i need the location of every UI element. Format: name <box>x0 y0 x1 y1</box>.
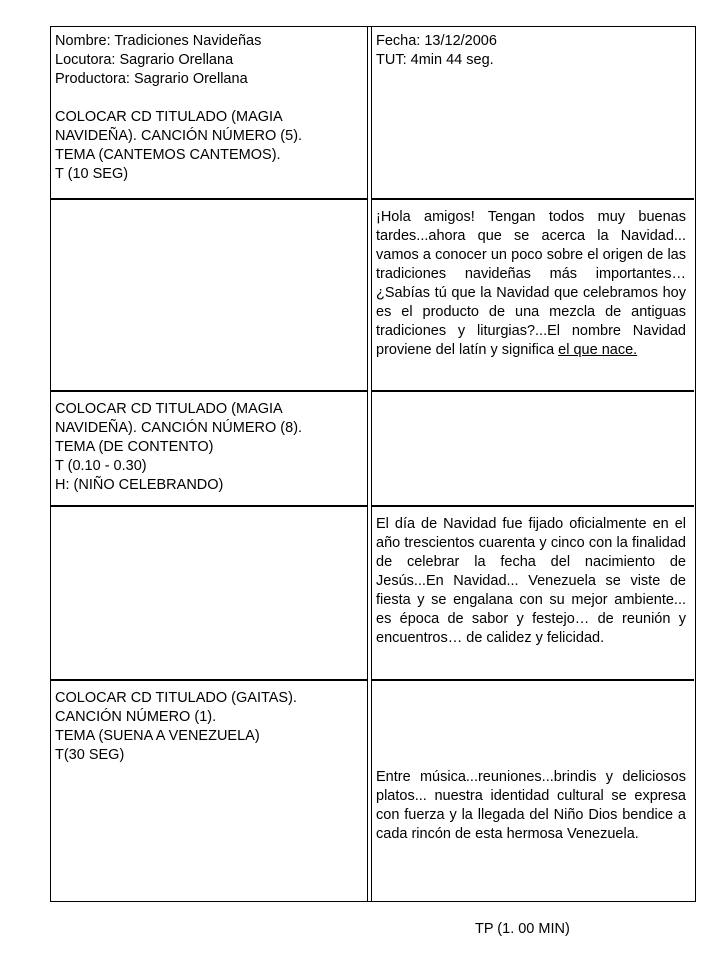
program-name: Nombre: Tradiciones Navideñas <box>55 33 262 49</box>
header-right <box>376 32 686 70</box>
producer: Productora: Sagrario Orellana <box>55 71 248 87</box>
total-program-time: TP (1. 00 MIN) <box>475 921 570 937</box>
script-paragraph-3 <box>376 768 686 844</box>
row-rule <box>51 198 367 200</box>
cue-2-line-3: TEMA (DE CONTENTO) <box>55 439 214 455</box>
cue-2-line-2: NAVIDEÑA). CANCIÓN NÚMERO (8). <box>55 420 303 436</box>
column-divider <box>367 27 372 901</box>
cue-2-line-1: COLOCAR CD TITULADO (MAGIA <box>55 401 283 417</box>
cue-3-line-2: CANCIÓN NÚMERO (1). <box>55 709 217 725</box>
header-left <box>55 32 355 184</box>
row-rule <box>51 505 367 507</box>
cue-2 <box>55 400 355 495</box>
cue-2-line-5: H: (NIÑO CELEBRANDO) <box>55 477 224 493</box>
cue-2-line-4: T (0.10 - 0.30) <box>55 458 147 474</box>
total-time: TUT: 4min 44 seg. <box>376 52 494 68</box>
row-rule <box>372 390 694 392</box>
script-paragraph-2 <box>376 515 686 648</box>
cue-3-line-4: T(30 SEG) <box>55 747 125 763</box>
cue-1-line-2: NAVIDEÑA). CANCIÓN NÚMERO (5). <box>55 128 303 144</box>
script-table <box>50 26 696 902</box>
row-rule <box>372 198 694 200</box>
cue-1-line-4: T (10 SEG) <box>55 166 129 182</box>
cue-1-line-3: TEMA (CANTEMOS CANTEMOS). <box>55 147 281 163</box>
script-paragraph-1 <box>376 208 686 360</box>
cue-3-line-3: TEMA (SUENA A VENEZUELA) <box>55 728 260 744</box>
cue-1-line-1: COLOCAR CD TITULADO (MAGIA <box>55 109 283 125</box>
cue-3-line-1: COLOCAR CD TITULADO (GAITAS). <box>55 690 297 706</box>
row-rule <box>51 390 367 392</box>
row-rule <box>372 679 694 681</box>
paragraph-1-text: ¡Hola amigos! Tengan todos muy buenas tardes...ahora que se acerca la Navidad... vamos a conocer un poco sobre el origen de las tradiciones navideñas más importantes…¿Sabías tú que la Navidad que celebramos hoy es el producto de una mezcla de antiguas tradiciones y liturgias?...El nombre Navidad proviene del latín y significa <box>376 209 686 358</box>
date: Fecha: 13/12/2006 <box>376 33 497 49</box>
cue-3 <box>55 689 355 765</box>
paragraph-1-underlined: el que nace. <box>558 342 638 358</box>
announcer: Locutora: Sagrario Orellana <box>55 52 234 68</box>
paragraph-3-text: Entre música...reuniones...brindis y deliciosos platos... nuestra identidad cultural se expresa con fuerza y la llegada del Niño Dios bendice a cada rincón de esta hermosa Venezuela. <box>376 769 686 842</box>
paragraph-2-text: El día de Navidad fue fijado oficialmente en el año trescientos cuarenta y cinco con la finalidad de celebrar la fecha del nacimiento de Jesús...En Navidad... Venezuela se viste de fiesta y se engalana con su mejor ambiente... es época de sabor y festejo… de reunión y encuentros… de calidez y felicidad. <box>376 516 686 646</box>
row-rule <box>51 679 367 681</box>
row-rule <box>372 505 694 507</box>
